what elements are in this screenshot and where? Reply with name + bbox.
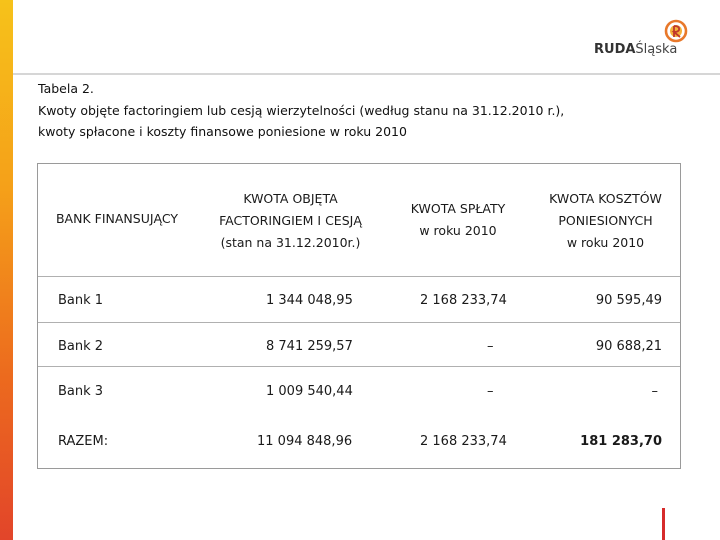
side-accent-bar xyxy=(0,0,13,540)
cell-amount: 1 009 540,44 xyxy=(266,384,353,399)
header-costs xyxy=(538,188,673,254)
cell-bank: Bank 2 xyxy=(58,339,104,354)
header-text: w roku 2010 xyxy=(566,235,645,250)
header-amount xyxy=(198,188,383,254)
cell-bank: RAZEM: xyxy=(58,434,109,449)
header-bank xyxy=(42,208,192,230)
header-text: w roku 2010 xyxy=(419,223,497,238)
caption-title: Tabela 2. xyxy=(38,81,94,96)
header-text: (stan na 31.12.2010r.) xyxy=(220,235,361,250)
cell-costs: – xyxy=(651,384,658,399)
cell-repayment: 2 168 233,74 xyxy=(420,434,507,449)
row-divider xyxy=(38,322,680,323)
logo-text-bold: RUDA xyxy=(594,42,636,57)
ruda-slaska-logo xyxy=(594,18,704,63)
logo-emblem-icon xyxy=(664,18,688,44)
financing-table xyxy=(37,163,681,469)
logo-text xyxy=(594,42,677,57)
header-text: KWOTA OBJĘTA xyxy=(243,191,338,206)
cell-costs: 90 688,21 xyxy=(595,339,662,354)
header-repayment xyxy=(388,198,528,242)
header-row-divider xyxy=(38,276,680,277)
cell-amount: 11 094 848,96 xyxy=(257,434,353,449)
cell-costs: 181 283,70 xyxy=(580,434,662,449)
cell-bank: Bank 1 xyxy=(58,293,104,308)
header-text: KWOTA KOSZTÓW xyxy=(549,191,662,206)
cell-bank: Bank 3 xyxy=(58,384,104,399)
logo-text-regular: Śląska xyxy=(635,42,678,57)
caption-line: Kwoty objęte factoringiem lub cesją wierzytelności (według stanu na 31.12.2010 r.), xyxy=(38,102,565,118)
cell-costs: 90 595,49 xyxy=(595,293,662,308)
header-text: KWOTA SPŁATY xyxy=(410,201,506,216)
header-text: BANK FINANSUJĄCY xyxy=(55,211,179,226)
cell-repayment: – xyxy=(487,384,494,399)
row-divider xyxy=(38,366,680,367)
bottom-accent-mark xyxy=(662,508,665,540)
header-divider xyxy=(13,73,720,75)
cell-amount: 8 741 259,57 xyxy=(266,339,353,354)
header-text: FACTORINGIEM I CESJĄ xyxy=(219,213,362,228)
header-text: PONIESIONYCH xyxy=(558,213,653,228)
cell-repayment: – xyxy=(487,339,494,354)
cell-repayment: 2 168 233,74 xyxy=(420,293,507,308)
caption-line: kwoty spłacone i koszty finansowe poniesione w roku 2010 xyxy=(38,124,407,139)
cell-amount: 1 344 048,95 xyxy=(266,293,353,308)
table-caption xyxy=(38,78,698,143)
